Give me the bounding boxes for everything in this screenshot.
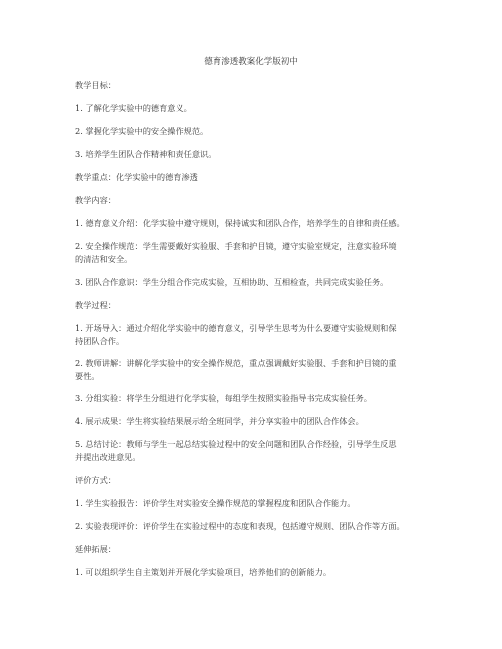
content-item: 1. 德育意义介绍：化学实验中遵守规则，保持诚实和团队合作，培养学生的自律和责任感。 [75,218,405,228]
extension-heading: 延伸拓展： [75,544,116,554]
process-item-continued: 并提出改进意见。 [75,452,141,462]
process-item: 1. 开场导入：通过介绍化学实验中的德育意义，引导学生思考为什么要遵守实验规则和保 [75,323,397,333]
process-item: 4. 展示成果：学生将实验结果展示给全班同学，并分享实验中的团队合作体会。 [75,416,364,426]
process-item: 5. 总结讨论：教师与学生一起总结实验过程中的安全问题和团队合作经验，引导学生反思 [75,439,397,449]
objectives-heading: 教学目标： [75,80,116,90]
process-item-continued: 要性。 [75,371,100,381]
process-item: 3. 分组实验：将学生分组进行化学实验，每组学生按照实验指导书完成实验任务。 [75,393,372,403]
objective-item: 3. 培养学生团队合作精神和责任意识。 [75,149,217,159]
content-item: 3. 团队合作意识：学生分组合作完成实验，互相协助、互相检查，共同完成实验任务。 [75,277,389,287]
key-point: 教学重点：化学实验中的德育渗透 [75,172,198,182]
content-heading: 教学内容： [75,195,116,205]
objective-item: 2. 掌握化学实验中的安全操作规范。 [75,126,209,136]
content-item: 2. 安全操作规范：学生需要戴好实验服、手套和护目镜，遵守实验室规定，注意实验环境 [75,241,397,251]
process-item: 2. 教师讲解：讲解化学实验中的安全操作规范，重点强调戴好实验服、手套和护目镜的重 [75,358,397,368]
process-heading: 教学过程： [75,300,116,310]
evaluation-item: 2. 实验表现评价：评价学生在实验过程中的态度和表现，包括遵守规则、团队合作等方面。 [75,521,405,531]
evaluation-item: 1. 学生实验报告：评价学生对实验安全操作规范的掌握程度和团队合作能力。 [75,498,356,508]
document-title: 德育渗透教案化学版初中 [204,57,298,67]
objective-item: 1. 了解化学实验中的德育意义。 [75,103,192,113]
extension-item: 1. 可以组织学生自主策划并开展化学实验项目，培养他们的创新能力。 [75,567,332,577]
content-item-continued: 的清洁和安全。 [75,254,133,264]
process-item-continued: 持团队合作。 [75,336,125,346]
evaluation-heading: 评价方式： [75,475,116,485]
